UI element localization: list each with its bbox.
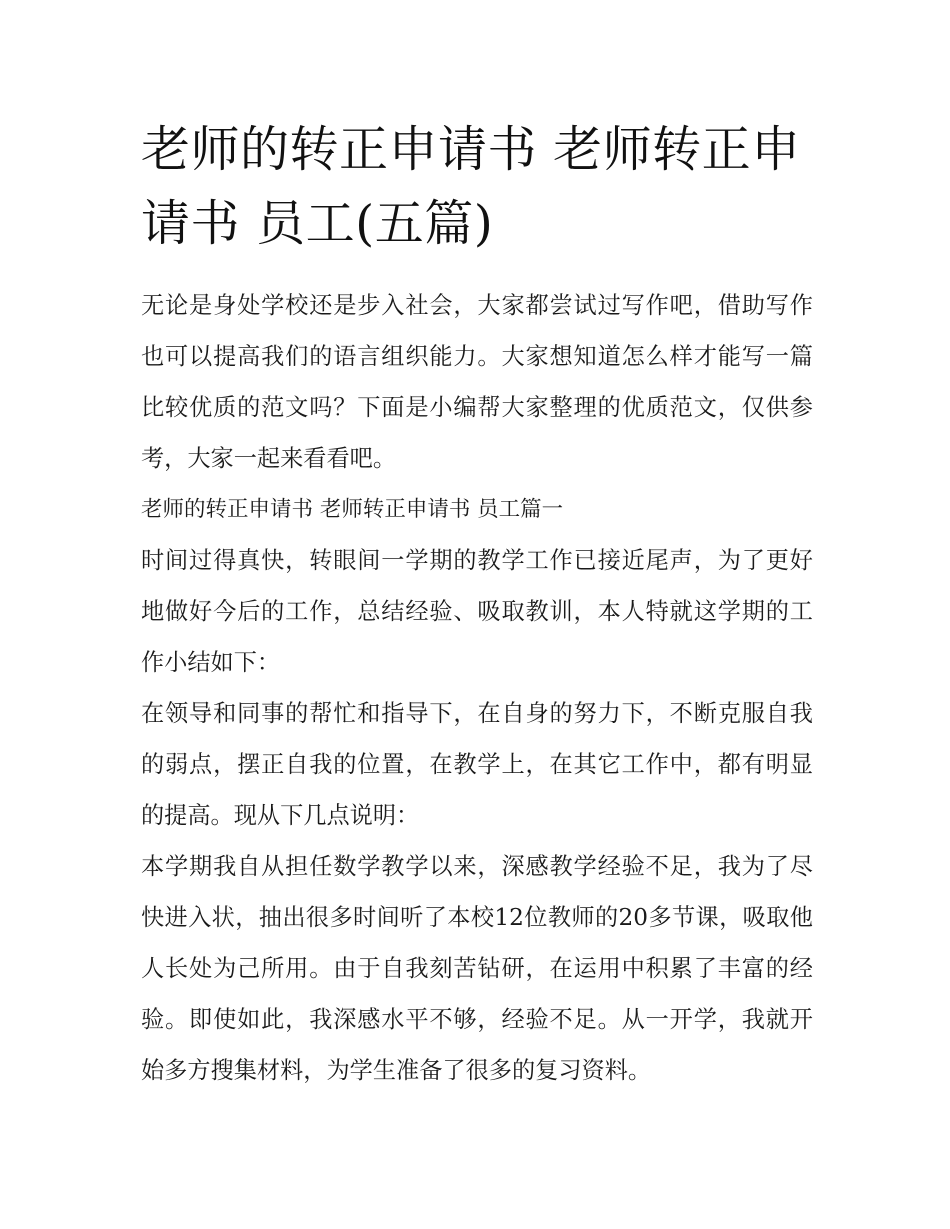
document-content — [141, 113, 813, 1096]
document-title: 老师的转正申请书 老师转正申请书 员工(五篇) — [141, 121, 801, 252]
document-body — [141, 280, 813, 1096]
body-paragraph: 时间过得真快，转眼间一学期的教学工作已接近尾声，为了更好地做好今后的工作，总结经验、吸取教训，本人特就这学期的工作小结如下： — [141, 547, 813, 676]
intro-paragraph: 无论是身处学校还是步入社会，大家都尝试过写作吧，借助写作也可以提高我们的语言组织能力。大家想知道怎么样才能写一篇比较优质的范文吗？下面是小编帮大家整理的优质范文，仅供参考，大家一起来看看吧。 — [141, 292, 813, 472]
section-heading: 老师的转正申请书 老师转正申请书 员工篇一 — [141, 497, 564, 522]
body-paragraph: 在领导和同事的帮忙和指导下，在自身的努力下，不断克服自我的弱点，摆正自我的位置，在教学上，在其它工作中，都有明显的提高。现从下几点说明： — [141, 700, 813, 829]
body-paragraph: 本学期我自从担任数学教学以来，深感教学经验不足，我为了尽快进入状，抽出很多时间听了本校12位教师的20多节课，吸取他人长处为己所用。由于自我刻苦钻研，在运用中积累了丰富的经验。即使如此，我深感水平不够，经验不足。从一开学，我就开始多方搜集材料，为学生准备了很多的复习资料。 — [141, 853, 813, 1084]
